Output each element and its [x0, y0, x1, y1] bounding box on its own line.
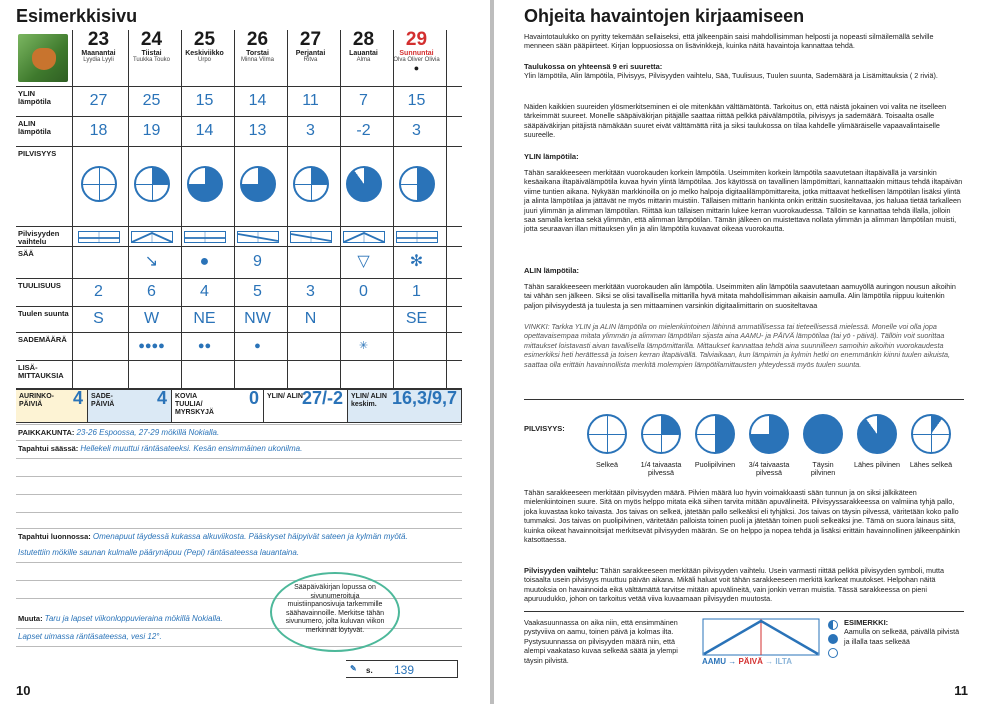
fox-photo: [18, 34, 68, 82]
variation-icon: [184, 231, 226, 243]
page-title-left: Esimerkkisivu: [16, 6, 138, 26]
cloud-cover-icon: [399, 166, 435, 202]
lo-temp-cell[interactable]: 19: [142, 122, 161, 139]
sun-dot-icon: ●: [413, 63, 420, 73]
name-day: Olva Oliver Olivia: [393, 57, 440, 63]
day-header-5: [337, 30, 390, 63]
cloud-cover-icon: [857, 414, 897, 454]
day-number: 28: [352, 29, 375, 50]
extra-cell[interactable]: [125, 360, 178, 388]
extra-cell[interactable]: [337, 360, 390, 388]
cloud-cover-icon: [749, 414, 789, 454]
cover-label: 1/4 taivaasta pilvessä: [640, 459, 682, 477]
var-paragraph: Pilvisyyden vaihtelu: Tähän sarakkeeseen merkitään pilvisyyden vaihtelu. Usein varmasti riittää pelkkä pilvisyyden symboli, mutta toisaalta usein pilvisyys muuttuu päivän aikana. Mikäli haluat voit tähän sarakkeeseen merkitä karkeat muutokset. Helpohan näitä muutoksia on havainnoida eikä välttämättä tarvitse mitään apuvälineitä, vain jonkin verran muistia. Tässä sarakkeessa on pieni apuruudukko, johon on tarkoitus vetää viiva kuvaamaan pilvisyyden muutosta.: [524, 566, 945, 604]
example-icon-2: [828, 634, 838, 644]
name-day: Alma: [356, 57, 371, 63]
name-day: Ritva: [303, 57, 318, 63]
cloud-cover-icon: [695, 414, 735, 454]
day-number: 26: [246, 29, 269, 50]
row-label-wx: SÄÄ: [18, 249, 34, 258]
day-name: Maanantai: [81, 50, 116, 57]
hi-temp-cell[interactable]: 15: [407, 92, 426, 109]
lo-temp-cell[interactable]: 3: [306, 122, 315, 139]
weather-cell[interactable]: 9: [253, 253, 262, 270]
cloud-cover-icon: [81, 166, 117, 202]
lo-temp-cell[interactable]: 3: [412, 122, 421, 139]
page-ref-bubble: Sääpäiväkirjan lopussa on sivunumeroituja muistiinpanosivuja tarkemmille säähavainnoille. Merkitse tähän sivunumero, jolta kuluvan viikon merkinnät löytyvät.: [270, 572, 400, 652]
summary-label: YLIN/ ALIN keskim.: [351, 393, 387, 408]
cloud-variation-cell[interactable]: [284, 226, 337, 246]
cover-label: Lähes selkeä: [909, 459, 953, 469]
lo-temp-cell[interactable]: 13: [248, 122, 267, 139]
page-number-right: 11: [954, 683, 968, 698]
cloud-variation-cell[interactable]: [231, 226, 284, 246]
wind-direction-cell[interactable]: NE: [193, 310, 216, 327]
day-number: 24: [140, 29, 163, 50]
summary-avg[interactable]: [348, 389, 462, 423]
lo-heading: ALIN lämpötila:: [524, 266, 580, 275]
lo-temp-cell[interactable]: 18: [89, 122, 108, 139]
hi-text: Tähän sarakkeeseen merkitään vuorokauden korkein lämpötila. Useimmiten korkein lämpötila saavutetaan iltapäivällä ja varsinkin kesäaikana iltapäivälämpötila kuvaa hyvin ylintä lämpötilaa. Jos käytössä on tavallinen lämpömittari, kannattaakin mittaus tehdä iltapäivän viime tuntien aikana. Nykyään markkinoilla on jo melko halpoja digitaalilämpömittareita, jotka mittaavat hetkellisen lämpötilan lisäksi ylintä ja alinta lämpötilaa ja jättävät ne myös mittarin muistiin. Tällaisen mittarin hankinta onkin erittäin suositeltavaa, jos haluaa tietää tarkalleen juuri ylimmän ja alimman lämpötilan. Riittää kun tällaisen mittarin lukee kerran vuorokaudessa. Tällöin se kannattaa tehdä illalla, jolloin saa samalla kertaa sekä ylimmän, että alimman lämpötilan. Tämän jälkeen on muistettava nollata ylimmän ja alimman lämpötilan muisti, jotta seuraavan illan mittauksen ylin ja alin lämpötila kuvaavat oikeaa vuorokautta.: [524, 168, 963, 234]
wind-cell[interactable]: 6: [147, 283, 156, 300]
cover-label: Lähes pilvinen: [854, 459, 900, 469]
cover-label: Puolipilvinen: [694, 459, 736, 469]
pencil-icon: ✎: [350, 664, 357, 673]
cloud-cover-cell[interactable]: [231, 146, 284, 226]
page-title-right: Ohjeita havaintojen kirjaamiseen: [524, 6, 805, 26]
extra-cell[interactable]: [72, 360, 125, 388]
cloud-cover-icon: [346, 166, 382, 202]
weather-cell[interactable]: ●: [199, 253, 210, 270]
cover-example: [746, 414, 792, 478]
day-header-2: [178, 30, 231, 63]
wind-cell[interactable]: 4: [200, 283, 209, 300]
nature-row: Tapahtui luonnossa: Omenapuut täydessä kukassa alkuviikosta. Pääskyset häipyivät sateen ja kylmän myötä.: [18, 532, 408, 541]
summary-value: 4: [156, 388, 167, 408]
name-day: Minna Vilma: [241, 57, 274, 63]
extra-cell[interactable]: [231, 360, 284, 388]
wind-cell[interactable]: 3: [306, 283, 315, 300]
rain-cell[interactable]: ✳: [358, 340, 369, 352]
nature-row-2: Istutettiin mökille saunan kulmalle päärynäpuu (Pepi) räntäsateessa lauantaina.: [18, 548, 300, 557]
rain-cell[interactable]: [72, 332, 125, 360]
cloud-cover-cell[interactable]: [284, 146, 337, 226]
cloud-text: Tähän sarakkeeseen merkitään pilvisyyden määrä. Pilvien määrä luo hyvin voimakkaasti sään tunnun ja on siksi jälkikäteen mielenkiintoinen suure. Sitä on myös helppo mitata eikä siihen tarvita mitään apuvälineitä. Pilvisyyssarakkeessa on valmiina tyhjä pallo, joka kuvastaa koko taivasta. Jos taivas on selkeä, jätetään pallo selkeäksi eli tyhjäksi. Jos taivas on täysin pilvessä, väritetään koko pallo tummaksi. Jos taivas on puolipilvinen, väritetään palloista toinen puoli ja jätetään toinen puoli selkeäksi jne. Tämä on suora lainaus siitä, kuinka oikeat havainnoitsijat merkitsevät pilvisyyden määrän. Se on helppo ja nopea tehdä ja lisäksi erittäin havainnollinen jälkeenpäinkin katsottaessa.: [524, 488, 960, 545]
variation-icon: [290, 231, 332, 243]
quantities-paragraph: Taulukossa on yhteensä 9 eri suuretta: Ylin lämpötila, Alin lämpötila, Pilvisyys, Pilvisyyden vaihtelu, Sää, Tuulisuus, Tuulen suunta, Sademäärä ja Lisämittauksia ( 2 riviä).: [524, 62, 938, 81]
cover-example: [854, 414, 900, 469]
rain-cell[interactable]: ●●●●: [138, 340, 165, 352]
cloud-cover-cell[interactable]: [337, 146, 390, 226]
hi-temp-cell[interactable]: 25: [142, 92, 161, 109]
wind-direction-cell[interactable]: SE: [405, 310, 428, 327]
cloud-variation-cell[interactable]: [337, 226, 390, 246]
day-number: 27: [299, 29, 322, 50]
cloud-cover-icon: [187, 166, 223, 202]
cover-label: Täysin pilvinen: [810, 459, 836, 477]
lo-temp-cell[interactable]: -2: [356, 122, 371, 139]
cover-label: Selkeä: [596, 459, 618, 469]
wind-cell[interactable]: 5: [253, 283, 262, 300]
cloud-cover-cell[interactable]: [178, 146, 231, 226]
summary-value: 4: [72, 388, 83, 408]
name-day: Urpo: [197, 57, 211, 63]
day-header-0: [72, 30, 125, 63]
day-name: Lauantai: [349, 50, 378, 57]
weather-cell[interactable]: [72, 246, 125, 278]
cloud-cover-icon: [293, 166, 329, 202]
day-name: Perjantai: [295, 50, 326, 57]
other-row: Muuta: Taru ja lapset viikonloppuvieraina mökillä Nokialla.: [18, 614, 223, 623]
summary-storm[interactable]: [172, 389, 264, 423]
row-label-var: Pilvisyyden vaihtelu: [18, 229, 60, 246]
choose-paragraph: Näiden kaikkien suureiden ylösmerkitseminen ei ole mitenkään välttämätöntä. Tarkoitus on, että näistä jokainen voi valita ne itselleen tärkeimmät suureet. Monelle sääpäiväkirjan pitäjälle saattaa riittää pelkkä päivälämpötila, pilvisyys ja sademäärä. Toisaalta osalle sääpäiväkirjan pitäjistä nämäkään suuret eivät välttämättä riitä ja siksi taulukossa on tilaa kahdelle ylimääräiselle vapaavalintaiselle suureelle.: [524, 102, 947, 140]
row-label-cloud: PILVISYYS: [18, 149, 57, 158]
row-label-extra: LISÄ-MITTAUKSIA: [18, 363, 64, 380]
summary-label: KOVIA TUULIA/ MYRSKYJÄ: [175, 393, 214, 416]
cloud-cover-icon: [240, 166, 276, 202]
weather-cell[interactable]: ↘: [144, 253, 159, 270]
variation-icon: [131, 231, 173, 243]
wind-cell[interactable]: 2: [94, 283, 103, 300]
wind-cell[interactable]: 0: [359, 283, 368, 300]
wind-direction-cell[interactable]: W: [143, 310, 160, 327]
wind-direction-cell[interactable]: NW: [244, 310, 271, 327]
cloud-variation-cell[interactable]: [125, 226, 178, 246]
row-label-wind: TUULISUUS: [18, 281, 61, 290]
day-number: 23: [87, 29, 110, 50]
cover-example: [584, 414, 630, 469]
rain-cell[interactable]: [284, 332, 337, 360]
summary-sun[interactable]: [16, 389, 88, 423]
summary-label: SADE-PÄIVIÄ: [91, 393, 115, 408]
row-label-dir: Tuulen suunta: [18, 309, 69, 318]
cloud-cover-icon: [911, 414, 951, 454]
wind-direction-cell[interactable]: [337, 306, 390, 332]
cloud-cover-cell[interactable]: [390, 146, 443, 226]
cloud-variation-cell[interactable]: [390, 226, 443, 246]
day-header-1: [125, 30, 178, 63]
wind-direction-cell[interactable]: N: [304, 310, 317, 327]
tip-text: VINKKI: Tarkka YLIN ja ALIN lämpötila on mielenkiintoinen lähinnä ammatillisessa tai tieteellisessä mielessä. Monelle voi olla jopa opettavaisempaa mitata ylimmän ja alimman lämpötilan sijasta aina AAMU- ja PÄIVÄ lämpötilaa (tai yö - päivä). Tällöin voit suorittaa mittaukset loistavasti aivan tavallisella lämpömittarilla. Mittaukset kannattaa tehdä aina suunnilleen samoihin aikoihin vuorokaudesta esimerkiksi heti herättessä ja toisen kerran iltapäivällä. Talviaikaan, kun lämpimin ja kylmin hetki on enemmänkin kiinni tuulen aikuista, saattaa olla erittäin havainnollista merkitä molempien lämpötilamittausten yhteydessä myös tuulen suunta.: [524, 322, 950, 369]
hi-temp-cell[interactable]: 7: [359, 92, 368, 109]
summary-label: YLIN/ ALIN: [267, 393, 303, 400]
cloud-cover-cell[interactable]: [125, 146, 178, 226]
weather-cell[interactable]: [284, 246, 337, 278]
hi-temp-cell[interactable]: 27: [89, 92, 108, 109]
day-header-4: [284, 30, 337, 63]
day-name: Torstai: [246, 50, 269, 57]
day-name: Sunnuntai: [399, 50, 434, 57]
summary-value: 0: [248, 388, 259, 408]
row-label-rain: SADEMÄÄRÄ: [18, 335, 67, 344]
name-day: Lyydia Lyyli: [83, 57, 114, 63]
wind-direction-cell[interactable]: S: [93, 310, 104, 327]
time-axis: AAMU → PÄIVÄ → ILTA: [702, 657, 792, 666]
summary-hl[interactable]: [264, 389, 348, 423]
intro-text: Havaintotaulukko on pyritty tekemään sellaiseksi, että jälkeenpäin saisi mahdollisimman helposti ja nopeasti silmäilemällä selville menneen sään pääpiirteet. Kirjan loppuosiossa on lisävinkkejä, kuinka näitä havaintoja kannattaa tehdä.: [524, 32, 934, 51]
cover-example: [692, 414, 738, 469]
extra-cell[interactable]: [390, 360, 443, 388]
day-name: Keskiviikko: [185, 50, 224, 57]
variation-icon: [396, 231, 438, 243]
cloud-cover-icon: [134, 166, 170, 202]
extra-cell[interactable]: [178, 360, 231, 388]
summary-label: AURINKO-PÄIVIÄ: [19, 393, 54, 408]
day-number: 29: [405, 29, 428, 50]
cloud-variation-cell[interactable]: [72, 226, 125, 246]
row-label-lo: ALIN lämpötila: [18, 119, 51, 136]
example-icon-3: [828, 648, 838, 658]
variation-icon: [343, 231, 385, 243]
hi-temp-cell[interactable]: 14: [248, 92, 267, 109]
cloud-cover-icon: [803, 414, 843, 454]
rain-cell[interactable]: ●●: [197, 340, 212, 352]
day-header-6: [390, 30, 443, 73]
example-explain: Vaakasuunnassa on aika niin, että ensimmäinen pystyviiva on aamu, toinen päivä ja kolmas ilta. Pystysuunnassa on pilvisyyden määrä niin, että alempi vaakataso kuvaa selkeää säätä ja ylempi täysin pilvistä.: [524, 618, 678, 665]
day-name: Tiistai: [141, 50, 162, 57]
name-day: Tuukka Touko: [132, 57, 171, 63]
summary-rain[interactable]: [88, 389, 172, 423]
page-number-left: 10: [16, 683, 31, 698]
wind-cell[interactable]: 1: [412, 283, 421, 300]
other-row-2: Lapset uimassa räntäsateessa, vesi 12°.: [18, 632, 162, 641]
right-page: [494, 0, 984, 704]
cover-label: 3/4 taivaasta pilvessä: [748, 459, 790, 477]
cloud-cover-icon: [587, 414, 627, 454]
table-column-rule: [446, 30, 447, 388]
weather-table: [16, 30, 462, 386]
cover-example: [908, 414, 954, 469]
rain-cell[interactable]: ●: [254, 340, 261, 352]
example-icon: [828, 620, 838, 630]
lo-text: Tähän sarakkeeseen merkitään vuorokauden alin lämpötila. Useimmiten alin lämpötila saavutetaan aamuyöllä auringon nousun aikoihin tai vähän sen jälkeen. Siksi se olisi tavallisella mittarilla hyvä mitata mahdollisimman aikaisin aamulla. Alin lämpötila riippuu kuitenkin paljon pilvisyydestä ja tuulesta ja sen mittaaminen varsinkin digitaalimittarin on suositeltavaa: [524, 282, 956, 310]
hi-temp-cell[interactable]: 15: [195, 92, 214, 109]
example-box: ESIMERKKI: Aamulla on selkeää, päivällä pilvistä ja illalla taas selkeää: [844, 618, 960, 646]
place-row: PAIKKAKUNTA: 23-26 Espoossa, 27-29 mökillä Nokialla.: [18, 428, 220, 437]
weather-cell[interactable]: ▽: [357, 253, 370, 270]
weather-event-row: Tapahtui säässä: Hellekeli muuttui räntäsateeksi. Kesän ensimmäinen ukonilma.: [18, 444, 303, 453]
weather-cell[interactable]: ✻: [409, 253, 424, 270]
cloud-heading: PILVISYYS:: [524, 424, 565, 433]
variation-icon: [237, 231, 279, 243]
summary-value: 16,3/9,7: [391, 388, 457, 408]
day-header-3: [231, 30, 284, 63]
variation-icon: [78, 231, 120, 243]
hi-temp-cell[interactable]: 11: [302, 92, 319, 109]
cover-example: [638, 414, 684, 478]
page-ref-box[interactable]: ✎ s. 139: [346, 660, 458, 678]
extra-cell[interactable]: [284, 360, 337, 388]
summary-value: 27/-2: [301, 388, 343, 408]
cloud-variation-cell[interactable]: [178, 226, 231, 246]
cloud-cover-icon: [641, 414, 681, 454]
cover-example: [800, 414, 846, 478]
day-number: 25: [193, 29, 216, 50]
cloud-cover-cell[interactable]: [72, 146, 125, 226]
row-label-hi: YLIN lämpötila: [18, 89, 51, 106]
left-page: [0, 0, 490, 704]
hi-heading: YLIN lämpötila:: [524, 152, 579, 161]
lo-temp-cell[interactable]: 14: [195, 122, 214, 139]
rain-cell[interactable]: [390, 332, 443, 360]
